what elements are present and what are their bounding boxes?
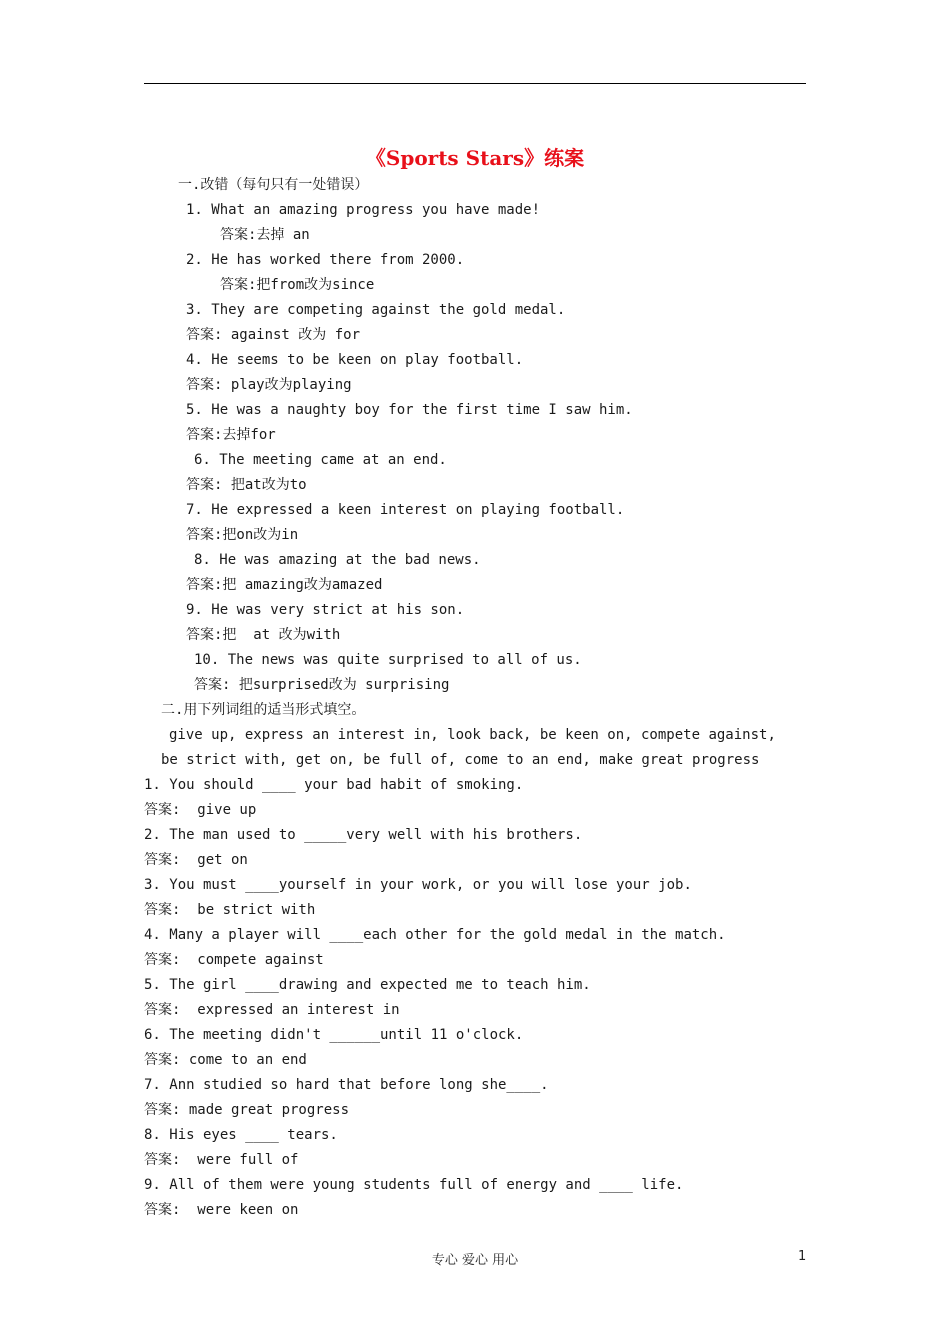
s2-q3: 3. You must ____yourself in your work, or you will lose your job. (144, 877, 692, 893)
s2-a8: 答案: were full of (144, 1152, 299, 1168)
s1-a7: 答案:把on改为in (186, 527, 299, 543)
section2-heading: 二.用下列词组的适当形式填空。 (161, 702, 366, 718)
s2-a9: 答案: were keen on (144, 1202, 299, 1218)
s1-q5: 5. He was a naughty boy for the first time I saw him. (186, 402, 633, 418)
s1-a4: 答案: play改为playing (186, 377, 352, 393)
s2-q8: 8. His eyes ____ tears. (144, 1127, 338, 1143)
s1-a5: 答案:去掉for (186, 427, 276, 443)
s2-q4: 4. Many a player will ____each other for the gold medal in the match. (144, 927, 726, 943)
s1-q6: 6. The meeting came at an end. (194, 452, 447, 468)
s2-q5: 5. The girl ____drawing and expected me to teach him. (144, 977, 591, 993)
s1-a3: 答案: against 改为 for (186, 327, 361, 343)
phrase-list-line1: give up, express an interest in, look back, be keen on, compete against, (169, 727, 776, 743)
s2-a5: 答案: expressed an interest in (144, 1002, 400, 1018)
s1-q3: 3. They are competing against the gold medal. (186, 302, 566, 318)
page-title: 《Sports Stars》练案 (365, 146, 585, 170)
s1-q10: 10. The news was quite surprised to all of us. (194, 652, 582, 668)
header-rule (144, 83, 806, 84)
s1-a6: 答案: 把at改为to (186, 477, 307, 493)
page-footer: 专心 爱心 用心 (431, 1253, 519, 1268)
s1-q7: 7. He expressed a keen interest on playing football. (186, 502, 625, 518)
s2-a7: 答案: made great progress (144, 1102, 350, 1118)
s2-q1: 1. You should ____ your bad habit of smoking. (144, 777, 524, 793)
s1-a2: 答案:把from改为since (220, 277, 375, 293)
section1-heading: 一.改错（每句只有一处错误） (178, 177, 369, 193)
page-number: 1 (798, 1249, 807, 1264)
s2-q7: 7. Ann studied so hard that before long she____. (144, 1077, 549, 1093)
s1-q4: 4. He seems to be keen on play football. (186, 352, 524, 368)
s1-a1: 答案:去掉 an (220, 227, 310, 243)
s2-a4: 答案: compete against (144, 952, 324, 968)
s2-a6: 答案: come to an end (144, 1052, 307, 1068)
s2-a2: 答案: get on (144, 852, 248, 868)
s1-a9: 答案:把 at 改为with (186, 627, 341, 643)
s2-a3: 答案: be strict with (144, 902, 316, 918)
s2-q6: 6. The meeting didn't ______until 11 o'clock. (144, 1027, 524, 1043)
s1-q8: 8. He was amazing at the bad news. (194, 552, 481, 568)
s2-q2: 2. The man used to _____very well with his brothers. (144, 827, 583, 843)
s1-q9: 9. He was very strict at his son. (186, 602, 465, 618)
s1-a8: 答案:把 amazing改为amazed (186, 577, 383, 593)
phrase-list-line2: be strict with, get on, be full of, come to an end, make great progress (161, 752, 760, 768)
s1-q1: 1. What an amazing progress you have made! (186, 202, 541, 218)
s1-q2: 2. He has worked there from 2000. (186, 252, 465, 268)
s1-a10: 答案: 把surprised改为 surprising (194, 677, 450, 693)
s2-q9: 9. All of them were young students full of energy and ____ life. (144, 1177, 684, 1193)
s2-a1: 答案: give up (144, 802, 257, 818)
